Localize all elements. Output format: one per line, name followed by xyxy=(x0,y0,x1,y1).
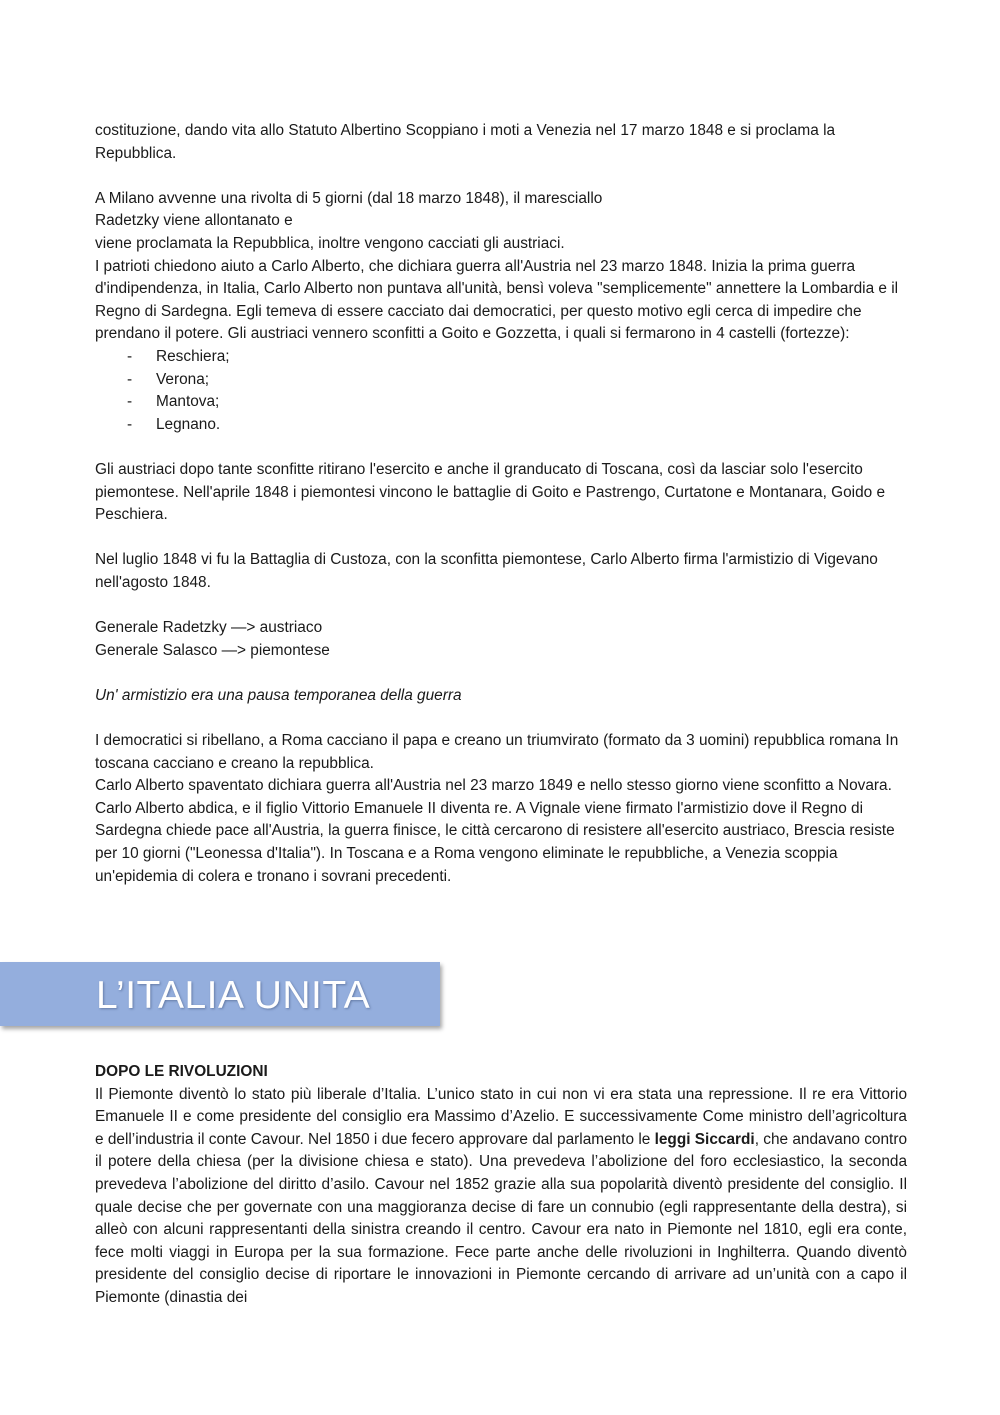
paragraph-democratici: I democratici si ribellano, a Roma cacciano il papa e creano un triumvirato (formato da 3 uomini) repubblica romana In toscana cacciano e creano la repubblica. xyxy=(95,732,899,772)
generals-block xyxy=(95,617,910,662)
castle-name: Legnano. xyxy=(156,415,221,433)
banner-title: L’ITALIA UNITA xyxy=(96,974,371,1017)
castle-name: Verona; xyxy=(156,370,210,388)
paragraph-novara: Carlo Alberto spaventato dichiara guerra all'Austria nel 23 marzo 1849 e nello stesso giorno viene sconfitto a Novara. Carlo Alberto abdica, e il figlio Vittorio Emanuele II diventa re. A Vignale viene firmato l'armistizio dove il Regno di Sardegna chiede pace all'Austria, la guerra finisce, le città cercarono di resistere all'esercito austriaco, Brescia resiste per 10 giorni ("Leonessa d'Italia"). In Toscana e a Roma vengono eliminate le repubbliche, a Venezia scoppia un'epidemia di colera e tronano i sovrani precedenti. xyxy=(95,777,895,885)
spacer xyxy=(95,594,910,617)
paragraph-ritirata: Gli austriaci dopo tante sconfitte ritirano l'esercito e anche il granducato di Toscana, così da lasciar solo l'esercito piemontese. Nell'aprile 1848 i piemontesi vincono le battaglie di Goito e Pastrengo, Curtatone e Montanara, Goido e Peschiera. xyxy=(95,460,886,524)
paragraph-custoza: Nel luglio 1848 vi fu la Battaglia di Custoza, con la sconfitta piemontese, Carlo Alberto firma l'armistizio di Vigevano nell'agosto 1848. xyxy=(95,551,878,591)
spacer xyxy=(95,662,910,685)
spacer xyxy=(95,707,910,730)
list-item xyxy=(95,369,910,392)
milano-line-1: A Milano avvenne una rivolta di 5 giorni (dal 18 marzo 1848), il maresciallo xyxy=(95,189,603,207)
list-dash: - xyxy=(127,370,133,388)
milano-line-2: Radetzky viene allontanato e xyxy=(95,212,293,230)
milano-line-3: viene proclamata la Repubblica, inoltre vengono cacciati gli austriaci. xyxy=(95,234,565,252)
general-radetzky: Generale Radetzky —> austriaco xyxy=(95,619,323,637)
document-body xyxy=(95,120,910,888)
list-dash: - xyxy=(127,393,133,411)
list-dash: - xyxy=(127,347,133,365)
castles-list xyxy=(95,346,910,436)
castle-name: Mantova; xyxy=(156,393,220,411)
section-heading: DOPO LE RIVOLUZIONI xyxy=(95,1063,268,1080)
paragraph-milano xyxy=(95,188,910,256)
leggi-siccardi-bold: leggi Siccardi xyxy=(654,1130,755,1148)
list-item xyxy=(95,391,910,414)
list-item xyxy=(95,414,910,437)
piemonte-text-start: Il Piemonte diventò lo stato più liberale d’Italia. L’unico stato in cui non vi era stata una repressione. Il re era Vittorio Emanuele II e come presidente del consiglio era Massimo d’Azelio. E successivamente Come ministro dell’agricoltura e dell’industria il conte Cavour. Nel 1850 i due fecero approvare dal parlamento le xyxy=(95,1085,907,1148)
armistice-note: Un' armistizio era una pausa temporanea della guerra xyxy=(95,686,462,704)
paragraph-patrioti: I patrioti chiedono aiuto a Carlo Alberto, che dichiara guerra all'Austria nel 23 marzo 1848. Inizia la prima guerra d'indipendenza, in Italia, Carlo Alberto non puntava all'unità, bensì voleva "semplicemente" annettere la Lombardia e il Regno di Sardegna. Egli temeva di essere cacciato dai democratici, per questo motivo egli cerca di impedire che prendano il potere. Gli austriaci vennero sconfitti a Goito e Gozzetta, i quali si fermarono in 4 castelli (fortezze): xyxy=(95,257,899,343)
list-dash: - xyxy=(127,415,133,433)
paragraph-statuto: costituzione, dando vita allo Statuto Albertino Scoppiano i moti a Venezia nel 17 marzo 1848 e si proclama la Repubblica. xyxy=(95,122,836,162)
spacer xyxy=(95,165,910,188)
section-dopo-rivoluzioni xyxy=(95,1061,907,1310)
list-item xyxy=(95,346,910,369)
paragraph-piemonte xyxy=(95,1084,907,1310)
spacer xyxy=(95,436,910,459)
spacer xyxy=(95,527,910,550)
general-salasco: Generale Salasco —> piemontese xyxy=(95,641,330,659)
section-banner xyxy=(0,962,440,1026)
castle-name: Reschiera; xyxy=(156,347,230,365)
piemonte-text-end: , che andavano contro il potere della chiesa (per la divisione chiesa e stato). Una prevedeva l’abolizione del foro ecclesiastico, la seconda prevedeva l’abolizione del diritto d’asilo. Cavour nel 1852 grazie alla sua popolarità diventò presidente del consiglio. Il quale decise che per governate con una maggioranza decise di fare un connubio (egli rappresentante della destra), si alleò con alcuni rappresentanti della sinistra creando il centro. Cavour era nato in Piemonte nel 1810, egli era conte, fece molti viaggi in Europa per la sua formazione. Fece parte anche delle rivoluzioni in Inghilterra. Quando diventò presidente del consiglio decise di riportare le innovazioni in Piemonte cercando di arrivare ad un’unità con a capo il Piemonte (dinastia dei xyxy=(95,1130,908,1306)
